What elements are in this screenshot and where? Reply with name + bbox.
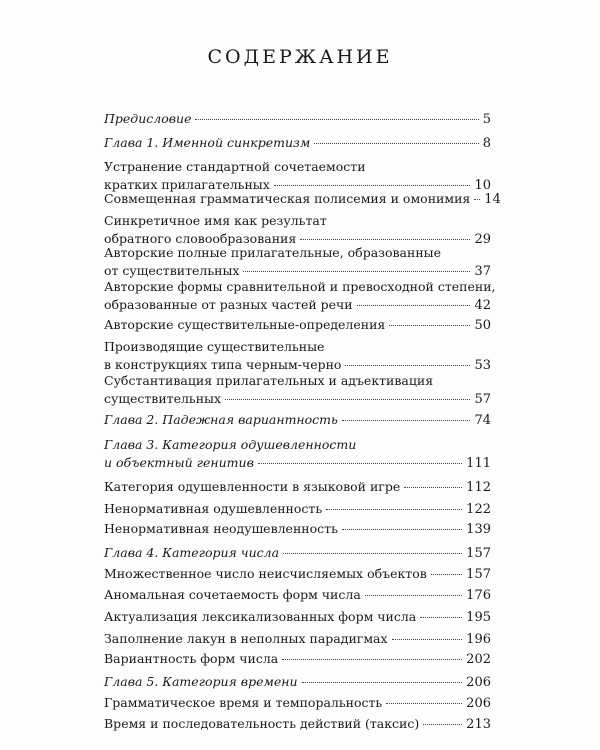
page-number: 8 (482, 136, 491, 151)
page-number: 5 (482, 112, 491, 127)
toc-entry-text: Ненормативная одушевленность (104, 501, 323, 516)
page-number: 176 (466, 588, 491, 603)
toc-entry-text: кратких прилагательных (104, 177, 270, 192)
toc-entry-text: Ненормативная неодушевленность (104, 521, 338, 536)
toc-section-entry (104, 338, 491, 375)
toc-entry-text: обратного словообразования (104, 231, 297, 246)
page-number: 122 (466, 502, 491, 517)
toc-entry-text: Глава 5. Категория времени (104, 674, 298, 689)
page-number: 74 (474, 413, 491, 428)
dot-leader (386, 703, 462, 704)
dot-leader (326, 509, 462, 510)
toc-entry-text: Производящие существительные (104, 339, 325, 354)
toc-entry-text: Глава 2. Падежная вариантность (104, 412, 338, 427)
page-number: 112 (466, 480, 491, 495)
dot-leader (345, 365, 470, 366)
toc-entry-text: существительных (104, 391, 222, 406)
page-number: 14 (484, 192, 501, 207)
toc-chapter-entry (104, 134, 491, 153)
toc-entry-text: Категория одушевленности в языковой игре (104, 479, 401, 494)
dot-leader (392, 639, 463, 640)
page-number: 42 (474, 298, 491, 313)
toc-entry-text: Устранение стандартной сочетаемости (104, 159, 366, 174)
toc-section-entry (104, 650, 491, 669)
dot-leader (282, 659, 462, 660)
page-number: 206 (466, 696, 491, 711)
page-number: 196 (466, 632, 491, 647)
dot-leader (365, 595, 462, 596)
toc-entry-text: Субстантивация прилагательных и адъективация (104, 373, 434, 388)
page-number: 50 (474, 318, 491, 333)
page-number: 139 (466, 522, 491, 537)
page-number: 157 (466, 546, 491, 561)
dot-leader (431, 574, 462, 575)
dot-leader (283, 553, 462, 554)
toc-entry-text: Синкретичное имя как результат (104, 213, 327, 228)
toc-section-entry (104, 694, 491, 713)
dot-leader (195, 119, 478, 120)
toc-section-entry (104, 586, 491, 605)
page-number: 213 (466, 717, 491, 732)
toc-entry-text: в конструкциях типа черным-черно (104, 357, 342, 372)
toc-entry-text: Заполнение лакун в неполных парадигмах (104, 631, 388, 646)
toc-section-entry (104, 190, 501, 209)
toc-section-entry (104, 565, 491, 584)
toc-section-entry (104, 500, 491, 519)
dot-leader (300, 239, 470, 240)
toc-entry-text: Грамматическое время и темпоральность (104, 695, 383, 710)
toc-chapter-entry (104, 673, 491, 692)
toc-entry-text: от существительных (104, 263, 240, 278)
toc-section-entry (104, 478, 491, 497)
page-number: 57 (474, 392, 491, 407)
toc-section-entry (104, 278, 496, 315)
dot-leader (342, 529, 462, 530)
toc-section-entry (104, 520, 491, 539)
page-number: 206 (466, 675, 491, 690)
toc-chapter-entry (104, 411, 491, 430)
toc-section-entry (104, 608, 491, 627)
page-number: 29 (474, 232, 491, 247)
toc-entry-text: Актуализация лексикализованных форм числа (104, 609, 417, 624)
page-number: 157 (466, 567, 491, 582)
dot-leader (302, 682, 463, 683)
dot-leader (389, 325, 470, 326)
toc-section-entry (104, 715, 491, 734)
toc-entry-text: Глава 1. Именной синкретизм (104, 135, 311, 150)
toc-entry-text: Аномальная сочетаемость форм числа (104, 587, 361, 602)
dot-leader (423, 724, 462, 725)
dot-leader (314, 143, 479, 144)
toc-entry-text: Авторские полные прилагательные, образованные (104, 245, 441, 260)
dot-leader (225, 399, 470, 400)
toc-entry-text: Авторские существительные-определения (104, 317, 386, 332)
toc-entry-text: Время и последовательность действий (таксис) (104, 716, 420, 731)
dot-leader (420, 617, 462, 618)
page-title: СОДЕРЖАНИЕ (207, 46, 393, 68)
toc-section-entry (104, 372, 491, 409)
page-number: 37 (474, 264, 491, 279)
toc-entry-text: образованные от разных частей речи (104, 297, 353, 312)
toc-entry-text: Множественное число неисчисляемых объектов (104, 566, 427, 581)
toc-chapter-entry (104, 436, 491, 473)
page-number: 195 (466, 610, 491, 625)
dot-leader (342, 420, 471, 421)
toc-section-entry (104, 244, 491, 281)
toc-entry-text: Вариантность форм числа (104, 651, 279, 666)
toc-entry-text: Авторские формы сравнительной и превосходной степени, (104, 279, 496, 294)
toc-chapter-entry (104, 110, 491, 129)
page-number: 53 (474, 358, 491, 373)
toc-section-entry (104, 630, 491, 649)
page-number: 111 (466, 456, 491, 471)
toc-entry-text: Глава 3. Категория одушевленности (104, 437, 357, 452)
toc-entry-text: Предисловие (104, 111, 192, 126)
dot-leader (357, 305, 471, 306)
toc-entry-text: Глава 4. Категория числа (104, 545, 280, 560)
toc-section-entry (104, 316, 491, 335)
dot-leader (474, 199, 480, 200)
page-number: 10 (474, 178, 491, 193)
toc-entry-text: и объектный генитив (104, 455, 254, 470)
dot-leader (258, 463, 462, 464)
toc-entry-text: Совмещенная грамматическая полисемия и омонимия (104, 191, 471, 206)
dot-leader (274, 185, 471, 186)
page-number: 202 (466, 652, 491, 667)
dot-leader (243, 271, 470, 272)
dot-leader (404, 487, 462, 488)
toc-chapter-entry (104, 544, 491, 563)
